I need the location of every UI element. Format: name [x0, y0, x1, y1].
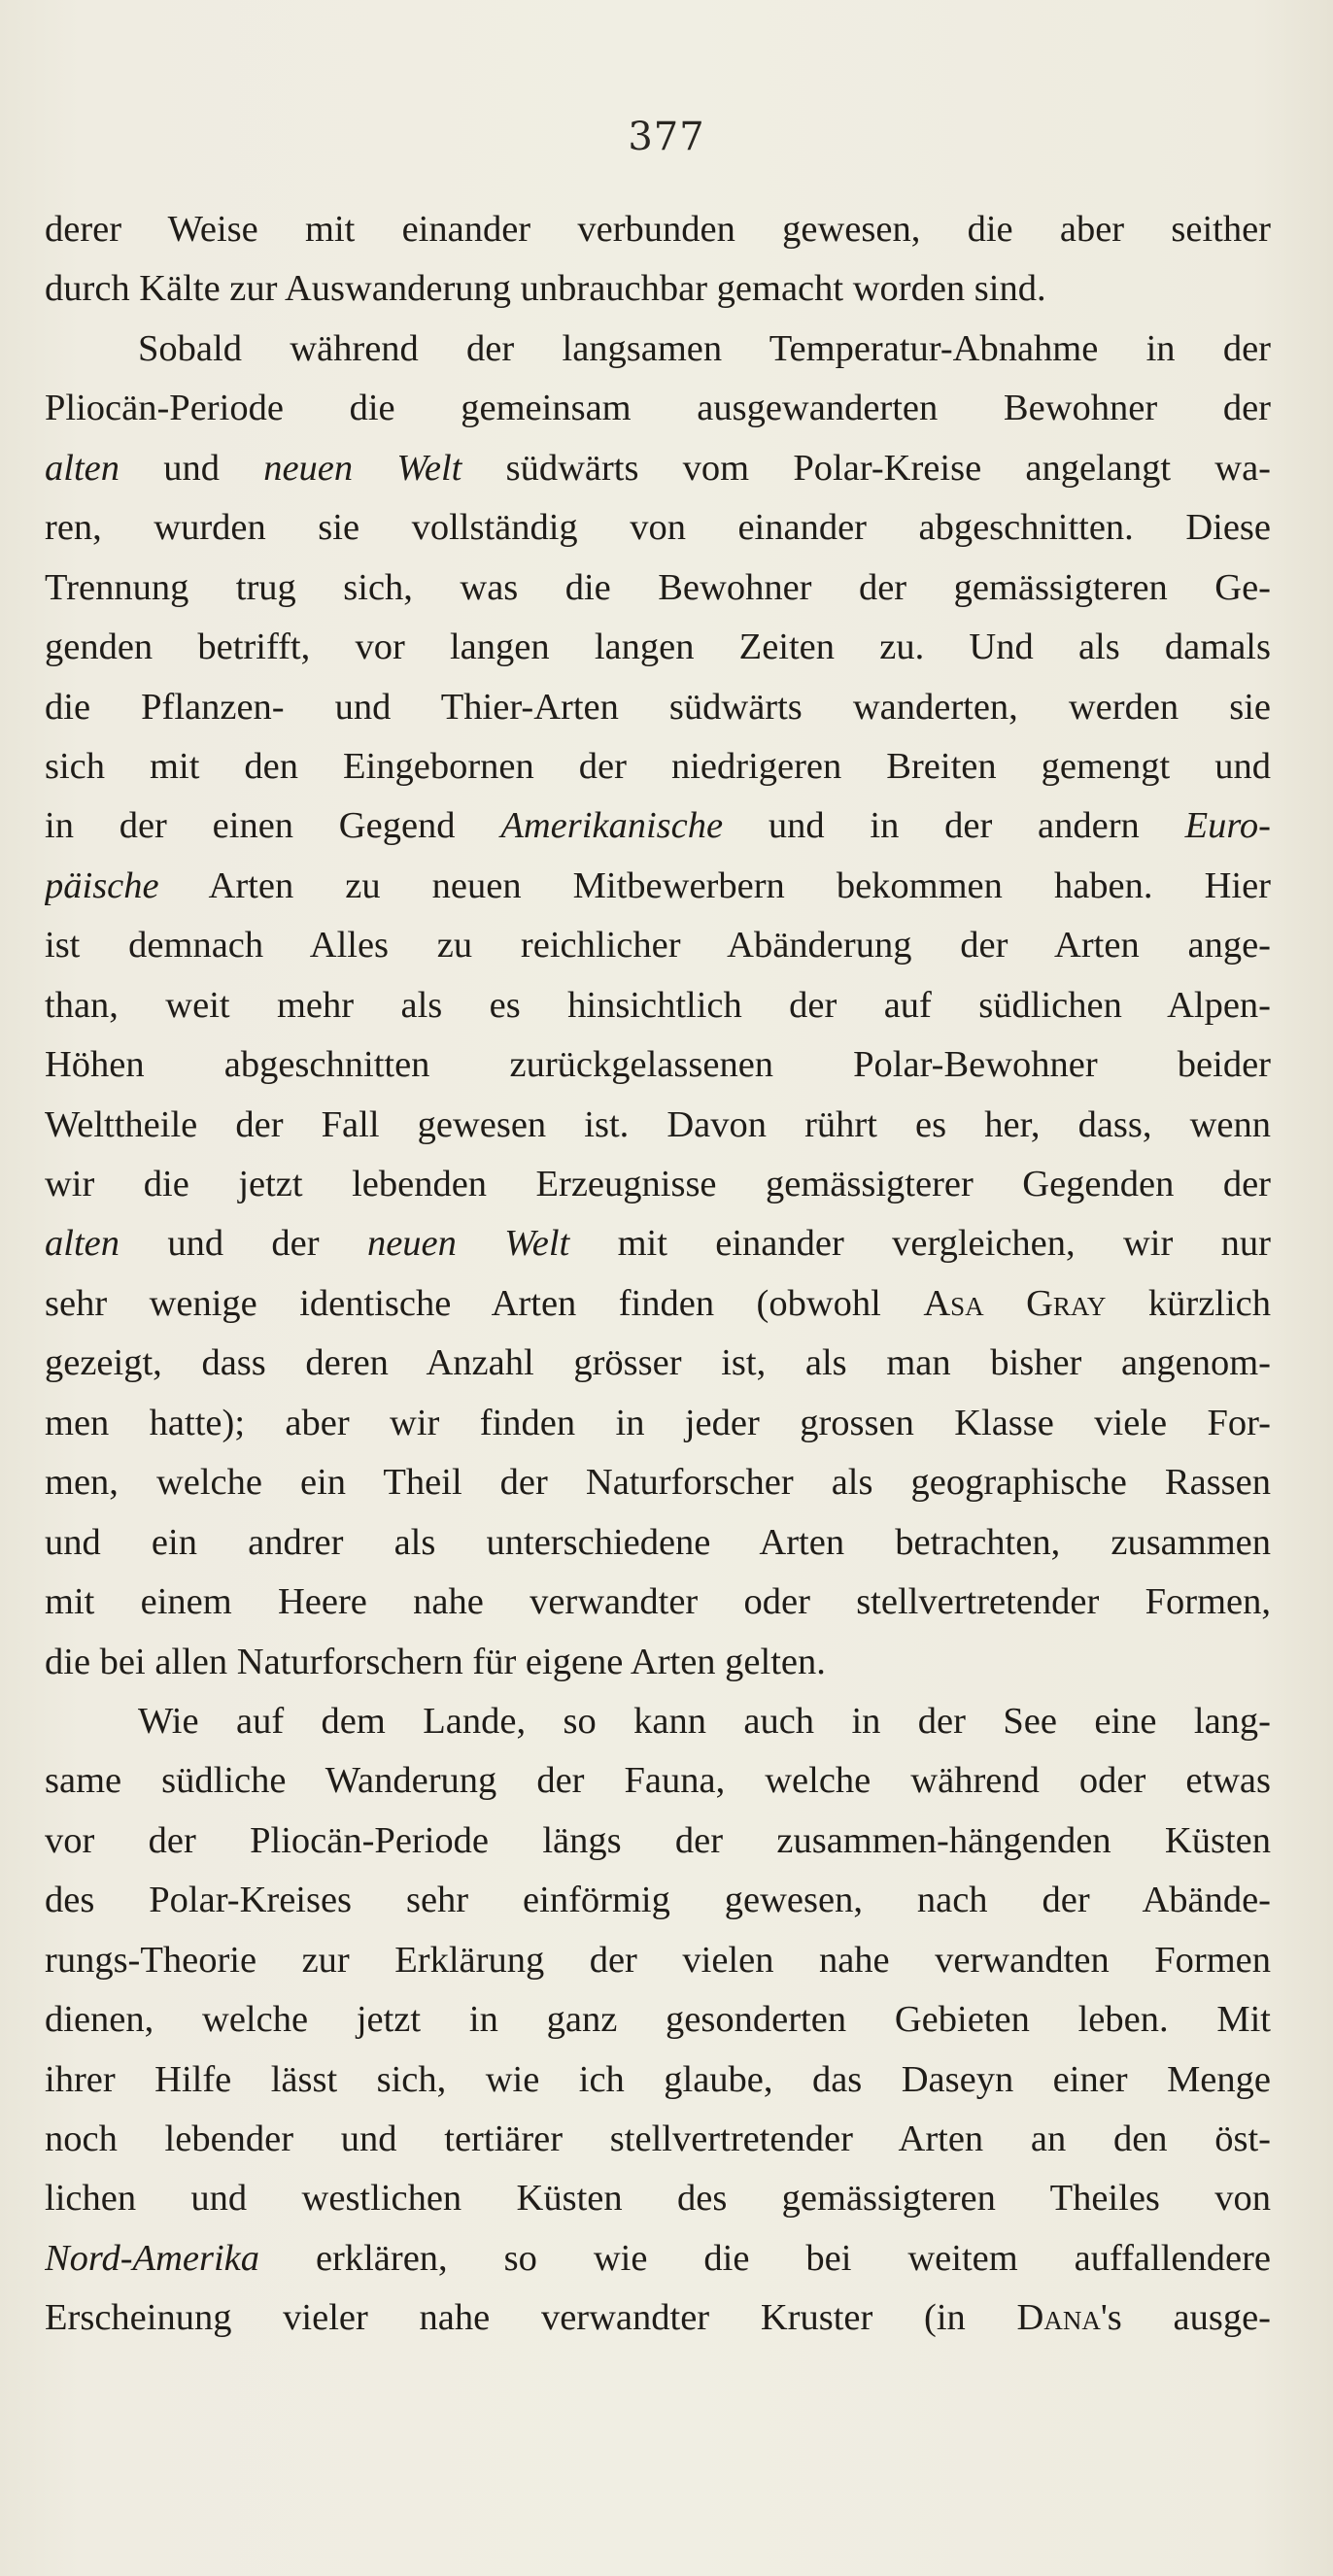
text-line	[45, 976, 1271, 1035]
text-line	[45, 1573, 1271, 1632]
line-text: men, welche ein Theil der Naturforscher als geographische Rassen	[45, 1462, 1271, 1504]
line-text: Welttheile der Fall gewesen ist. Davon rührt es her, dass, wenn	[45, 1103, 1271, 1145]
line-text: südwärts vom Polar-Kreise angelangt wa-	[461, 447, 1271, 489]
text-line	[45, 797, 1271, 856]
italic-text: päische	[45, 864, 159, 906]
line-text: erklären, so wie die bei weitem auffallendere	[258, 2237, 1271, 2279]
page-number: 377	[628, 115, 705, 159]
line-text: gezeigt, dass deren Anzahl grösser ist, als man bisher angenom-	[45, 1342, 1271, 1384]
text-line	[45, 1751, 1271, 1811]
line-text: mit einander vergleichen, wir nur	[569, 1223, 1271, 1265]
line-text: die bei allen Naturforschern für eigene Arten gelten.	[45, 1641, 826, 1682]
line-text: ist demnach Alles zu reichlicher Abänderung der Arten ange-	[45, 925, 1271, 966]
line-text: same südliche Wanderung der Fauna, welche während oder etwas	[45, 1760, 1271, 1802]
line-text: dienen, welche jetzt in ganz gesonderten Gebieten leben. Mit	[45, 1999, 1271, 2041]
text-line	[45, 2288, 1271, 2348]
text-line	[45, 1035, 1271, 1095]
text-line	[45, 678, 1271, 737]
author-name: Dana	[1016, 2297, 1101, 2339]
line-text: die Pflanzen- und Thier-Arten südwärts wanderten, werden sie	[45, 686, 1271, 728]
line-text: und der	[119, 1223, 367, 1265]
text-line	[45, 2110, 1271, 2169]
line-text: rungs-Theorie zur Erklärung der vielen nahe verwandten Formen	[45, 1939, 1271, 1981]
line-text: kürzlich	[1106, 1282, 1271, 1324]
text-line	[45, 259, 1271, 319]
text-line	[45, 1334, 1271, 1393]
text-line	[45, 857, 1271, 916]
line-text: 's ausge-	[1100, 2297, 1271, 2339]
line-text: Sobald während der langsamen Temperatur-Abnahme in der	[138, 327, 1271, 369]
line-text: genden betrifft, vor langen langen Zeiten zu. Und als damals	[45, 627, 1271, 668]
line-text: und ein andrer als unterschiedene Arten betrachten, zusammen	[45, 1521, 1271, 1563]
text-line	[45, 618, 1271, 677]
text-line	[45, 1692, 1271, 1751]
author-name: Asa Gray	[923, 1282, 1107, 1324]
text-line	[45, 1214, 1271, 1273]
text-line	[45, 916, 1271, 975]
line-text: vor der Pliocän-Periode längs der zusammen-hängenden Küsten	[45, 1819, 1271, 1861]
line-text: than, weit mehr als es hinsichtlich der auf südlichen Alpen-	[45, 984, 1271, 1026]
body-text	[45, 200, 1271, 2349]
text-line	[45, 1812, 1271, 1871]
italic-text: alten	[45, 447, 120, 489]
text-line	[45, 1931, 1271, 1990]
italic-text: neuen Welt	[366, 1223, 570, 1265]
line-text: wir die jetzt lebenden Erzeugnisse gemässigterer Gegenden der	[45, 1164, 1271, 1204]
line-text: sich mit den Eingebornen der niedrigeren Breiten gemengt und	[45, 745, 1271, 787]
italic-text: Amerikanische	[500, 805, 724, 847]
text-line	[45, 1513, 1271, 1573]
text-line	[45, 1990, 1271, 2050]
italic-text: alten	[45, 1223, 120, 1265]
line-text: Höhen abgeschnitten zurückgelassenen Polar-Bewohner beider	[45, 1044, 1271, 1086]
line-text: in der einen Gegend	[45, 805, 501, 847]
text-line	[45, 1274, 1271, 1334]
line-text: Pliocän-Periode die gemeinsam ausgewanderten Bewohner der	[45, 388, 1271, 429]
text-line	[45, 439, 1271, 498]
line-text: lichen und westlichen Küsten des gemässigteren Theiles von	[45, 2178, 1271, 2220]
line-text: und	[119, 447, 264, 489]
text-line	[45, 1394, 1271, 1453]
text-line	[45, 559, 1271, 618]
text-line	[45, 1633, 1271, 1692]
text-line	[45, 1871, 1271, 1930]
line-text: Wie auf dem Lande, so kann auch in der See eine lang-	[138, 1700, 1271, 1742]
line-text: men hatte); aber wir finden in jeder grossen Klasse viele For-	[45, 1402, 1271, 1443]
line-text: Arten zu neuen Mitbewerbern bekommen haben. Hier	[158, 864, 1271, 906]
text-line	[45, 320, 1271, 379]
text-line	[45, 1096, 1271, 1155]
line-text: Trennung trug sich, was die Bewohner der gemässigteren Ge-	[45, 566, 1271, 608]
text-line	[45, 2229, 1271, 2288]
italic-text: Euro-	[1184, 805, 1271, 847]
text-line	[45, 1155, 1271, 1214]
text-line	[45, 737, 1271, 797]
line-text: durch Kälte zur Auswanderung unbrauchbar gemacht worden sind.	[45, 268, 1046, 310]
line-text: noch lebender und tertiärer stellvertretender Arten an den öst-	[45, 2118, 1271, 2159]
line-text: ren, wurden sie vollständig von einander abgeschnitten. Diese	[45, 507, 1271, 549]
text-line	[45, 379, 1271, 438]
italic-text: neuen Welt	[263, 447, 462, 489]
text-line	[45, 200, 1271, 259]
line-text: und in der andern	[723, 805, 1185, 847]
line-text: ihrer Hilfe lässt sich, wie ich glaube, das Daseyn einer Menge	[45, 2058, 1271, 2100]
line-text: des Polar-Kreises sehr einförmig gewesen, nach der Abände-	[45, 1880, 1271, 1921]
text-line	[45, 498, 1271, 558]
line-text: Erscheinung vieler nahe verwandter Kruster (in	[45, 2297, 1017, 2339]
line-text: derer Weise mit einander verbunden gewesen, die aber seither	[45, 209, 1271, 250]
text-line	[45, 2169, 1271, 2228]
italic-text: Nord-Amerika	[45, 2237, 259, 2279]
text-line	[45, 1453, 1271, 1512]
line-text: mit einem Heere nahe verwandter oder stellvertretender Formen,	[45, 1581, 1271, 1623]
line-text: sehr wenige identische Arten finden (obwohl	[45, 1282, 924, 1324]
text-line	[45, 2051, 1271, 2110]
